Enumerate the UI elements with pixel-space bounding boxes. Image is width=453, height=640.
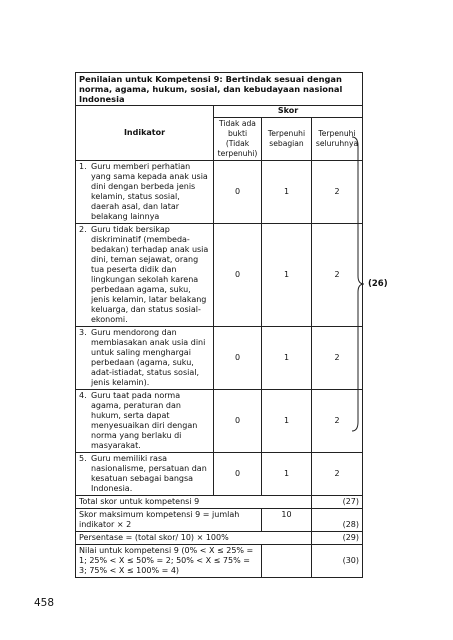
- indicator-text: Guru tidak bersikap diskriminatif (membeda-bedakan) terhadap anak usia dini, teman sejawat, orang tua peserta didik dan lingkungan sekolah karena perbedaan agama, suku, jenis kelamin, latar belakang keluarga, dan status sosial-ekonomi.: [91, 225, 209, 324]
- brace-reference-label: (26): [368, 279, 388, 289]
- indicator-text: Guru memiliki rasa nasionalisme, persatuan dan kesatuan sebagai bangsa Indonesia.: [91, 454, 207, 493]
- header-tidak-terpenuhi: Tidak ada bukti (Tidak terpenuhi): [214, 118, 262, 161]
- score-2: 2: [312, 224, 363, 327]
- score-2: 2: [312, 453, 363, 496]
- nilai-row: [76, 545, 363, 578]
- indicator-number: 1.: [79, 162, 87, 171]
- table-row: [76, 161, 363, 224]
- table-row: [76, 224, 363, 327]
- max-score-label: Skor maksimum kompetensi 9 = jumlah indikator × 2: [76, 509, 262, 532]
- max-score-row: [76, 509, 363, 532]
- table-row: [76, 453, 363, 496]
- right-brace-icon: [350, 136, 366, 432]
- indicator-cell: [76, 327, 214, 390]
- score-2: 2: [312, 390, 363, 453]
- header-terpenuhi-sebagian: Terpenuhi sebagian: [262, 118, 312, 161]
- table-row: [76, 327, 363, 390]
- header-terpenuhi-seluruhnya: Terpenuhi seluruhnya: [312, 118, 363, 161]
- max-score-value: 10: [262, 509, 312, 532]
- nilai-label: Nilai untuk kompetensi 9 (0% < X ≤ 25% = 1; 25% < X ≤ 50% = 2; 50% < X ≤ 75% = 3; 75% < X ≤ 100% = 4): [76, 545, 262, 578]
- header-indikator: Indikator: [76, 106, 214, 161]
- total-score-ref: (27): [312, 496, 363, 509]
- indicator-text: Guru memberi perhatian yang sama kepada anak usia dini dengan berbeda jenis kelamin, status sosial, daerah asal, dan latar belakang lainnya: [91, 162, 208, 221]
- total-score-row: [76, 496, 363, 509]
- percentage-row: [76, 532, 363, 545]
- indicator-number: 4.: [79, 391, 87, 400]
- indicator-number: 5.: [79, 454, 87, 463]
- score-0: 0: [214, 161, 262, 224]
- percentage-label: Persentase = (total skor/ 10) × 100%: [76, 532, 312, 545]
- score-0: 0: [214, 390, 262, 453]
- score-1: 1: [262, 327, 312, 390]
- nilai-ref: (30): [312, 545, 363, 578]
- indicator-text: Guru taat pada norma agama, peraturan dan hukum, serta dapat menyesuaikan diri dengan norma yang berlaku di masyarakat.: [91, 391, 198, 450]
- header-skor: Skor: [214, 106, 363, 118]
- indicator-text: Guru mendorong dan membiasakan anak usia dini untuk saling menghargai perbedaan (agama, suku, adat-istiadat, status sosial, jenis kelamin).: [91, 328, 206, 387]
- score-1: 1: [262, 224, 312, 327]
- indicator-cell: [76, 390, 214, 453]
- percentage-ref: (29): [312, 532, 363, 545]
- score-2: 2: [312, 327, 363, 390]
- table-title: Penilaian untuk Kompetensi 9: Bertindak sesuai dengan norma, agama, hukum, sosial, dan kebudayaan nasional Indonesia: [76, 73, 363, 106]
- indicator-cell: [76, 453, 214, 496]
- table-row: [76, 390, 363, 453]
- indicator-cell: [76, 224, 214, 327]
- max-score-ref: (28): [312, 509, 363, 532]
- score-0: 0: [214, 224, 262, 327]
- nilai-empty-cell: [262, 545, 312, 578]
- indicator-number: 3.: [79, 328, 87, 337]
- score-1: 1: [262, 161, 312, 224]
- score-1: 1: [262, 453, 312, 496]
- total-score-label: Total skor untuk kompetensi 9: [76, 496, 312, 509]
- score-0: 0: [214, 453, 262, 496]
- page-number: 458: [34, 597, 55, 609]
- score-1: 1: [262, 390, 312, 453]
- score-2: 2: [312, 161, 363, 224]
- indicator-number: 2.: [79, 225, 87, 234]
- score-0: 0: [214, 327, 262, 390]
- indicator-cell: [76, 161, 214, 224]
- competency-rubric-table: [75, 72, 363, 578]
